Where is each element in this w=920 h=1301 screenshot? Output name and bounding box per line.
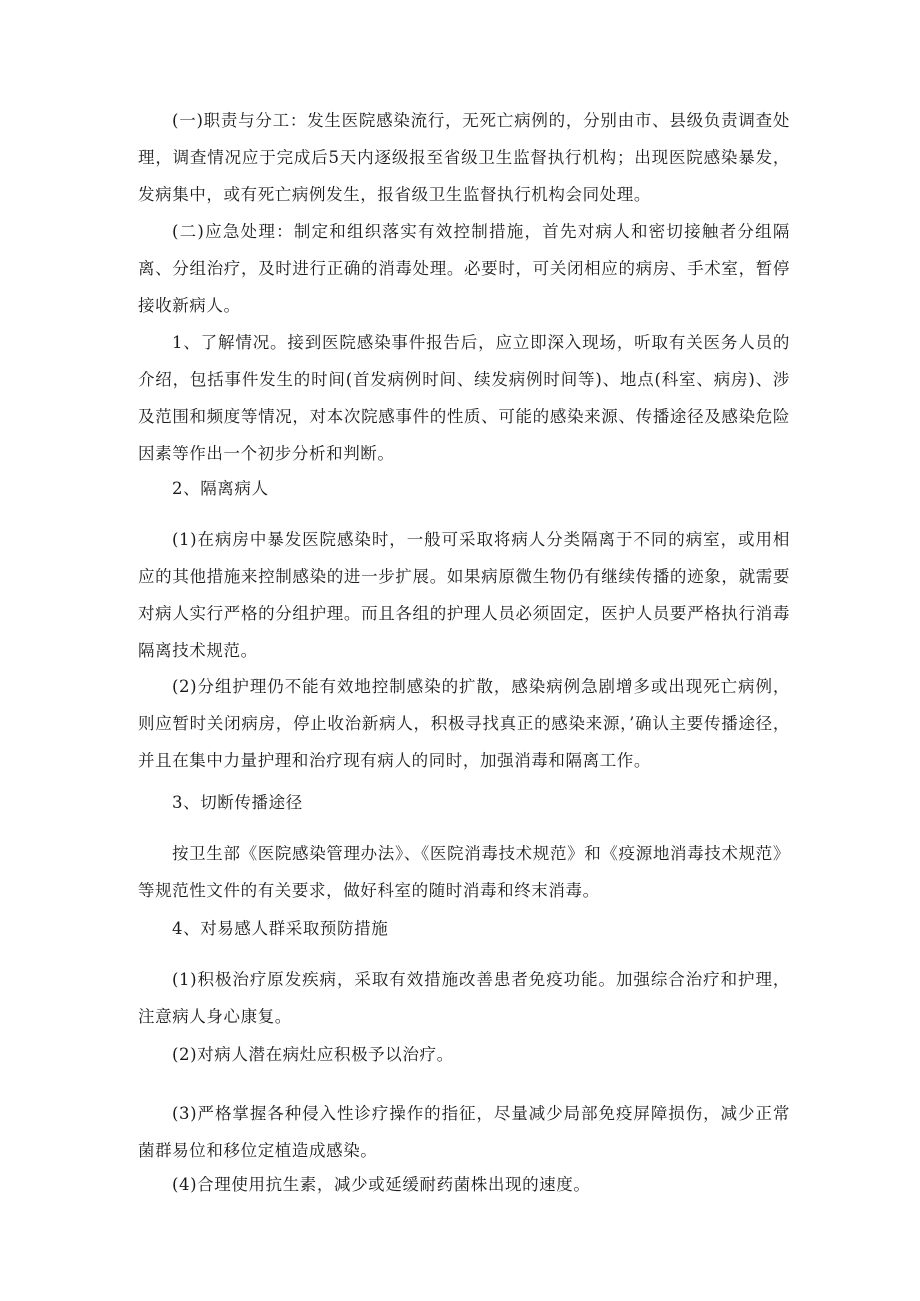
paragraph-isolation-1: (1)在病房中暴发医院感染时，一般可采取将病人分类隔离于不同的病室，或用相应的其他措施来控制感染的进一步扩展。如果病原微生物仍有继续传播的迹象，就需要对病人实行严格的分组护理。而且各组的护理人员必须固定，医护人员要严格执行消毒隔离技术规范。 xyxy=(138,530,790,660)
heading-isolate-patients: 2、隔离病人 xyxy=(172,479,269,498)
paragraph-understand-situation: 1、了解情况。接到医院感染事件报告后，应立即深入现场，听取有关医务人员的介绍，包括事件发生的时间(首发病例时间、续发病例时间等)、地点(科室、病房)、涉及范围和频度等情况，对本次院感事件的性质、可能的感染来源、传播途径及感染危险因素等作出一个初步分析和判断。 xyxy=(138,333,790,463)
paragraph-disinfection: 按卫生部《医院感染管理办法》、《医院消毒技术规范》和《疫源地消毒技术规范》等规范性文件的有关要求，做好科室的随时消毒和终末消毒。 xyxy=(138,844,790,900)
heading-prevention-measures: 4、对易感人群采取预防措施 xyxy=(172,919,389,938)
paragraph-isolation-2: (2)分组护理仍不能有效地控制感染的扩散，感染病例急剧增多或出现死亡病例，则应暂时关闭病房，停止收治新病人，积极寻找真正的感染来源，’确认主要传播途径，并且在集中力量护理和治疗现有病人的同时，加强消毒和隔离工作。 xyxy=(138,677,790,770)
paragraph-responsibilities: (一)职责与分工：发生医院感染流行，无死亡病例的，分别由市、县级负责调查处理，调查情况应于完成后5天内逐级报至省级卫生监督执行机构；出现医院感染暴发，发病集中，或有死亡病例发生，报省级卫生监督执行机构会同处理。 xyxy=(138,111,790,204)
paragraph-prevention-1: (1)积极治疗原发疾病，采取有效措施改善患者免疫功能。加强综合治疗和护理，注意病人身心康复。 xyxy=(138,970,790,1026)
paragraph-prevention-4: (4)合理使用抗生素，减少或延缓耐药菌株出现的速度。 xyxy=(172,1175,591,1194)
paragraph-emergency-handling: (二)应急处理：制定和组织落实有效控制措施，首先对病人和密切接触者分组隔离、分组治疗，及时进行正确的消毒处理。必要时，可关闭相应的病房、手术室，暂停接收新病人。 xyxy=(138,222,790,315)
paragraph-prevention-3: (3)严格掌握各种侵入性诊疗操作的指征，尽量减少局部免疫屏障损伤，减少正常菌群易位和移位定植造成感染。 xyxy=(138,1104,790,1160)
heading-cut-transmission: 3、切断传播途径 xyxy=(172,793,303,812)
paragraph-prevention-2: (2)对病人潜在病灶应积极予以治疗。 xyxy=(172,1045,454,1064)
